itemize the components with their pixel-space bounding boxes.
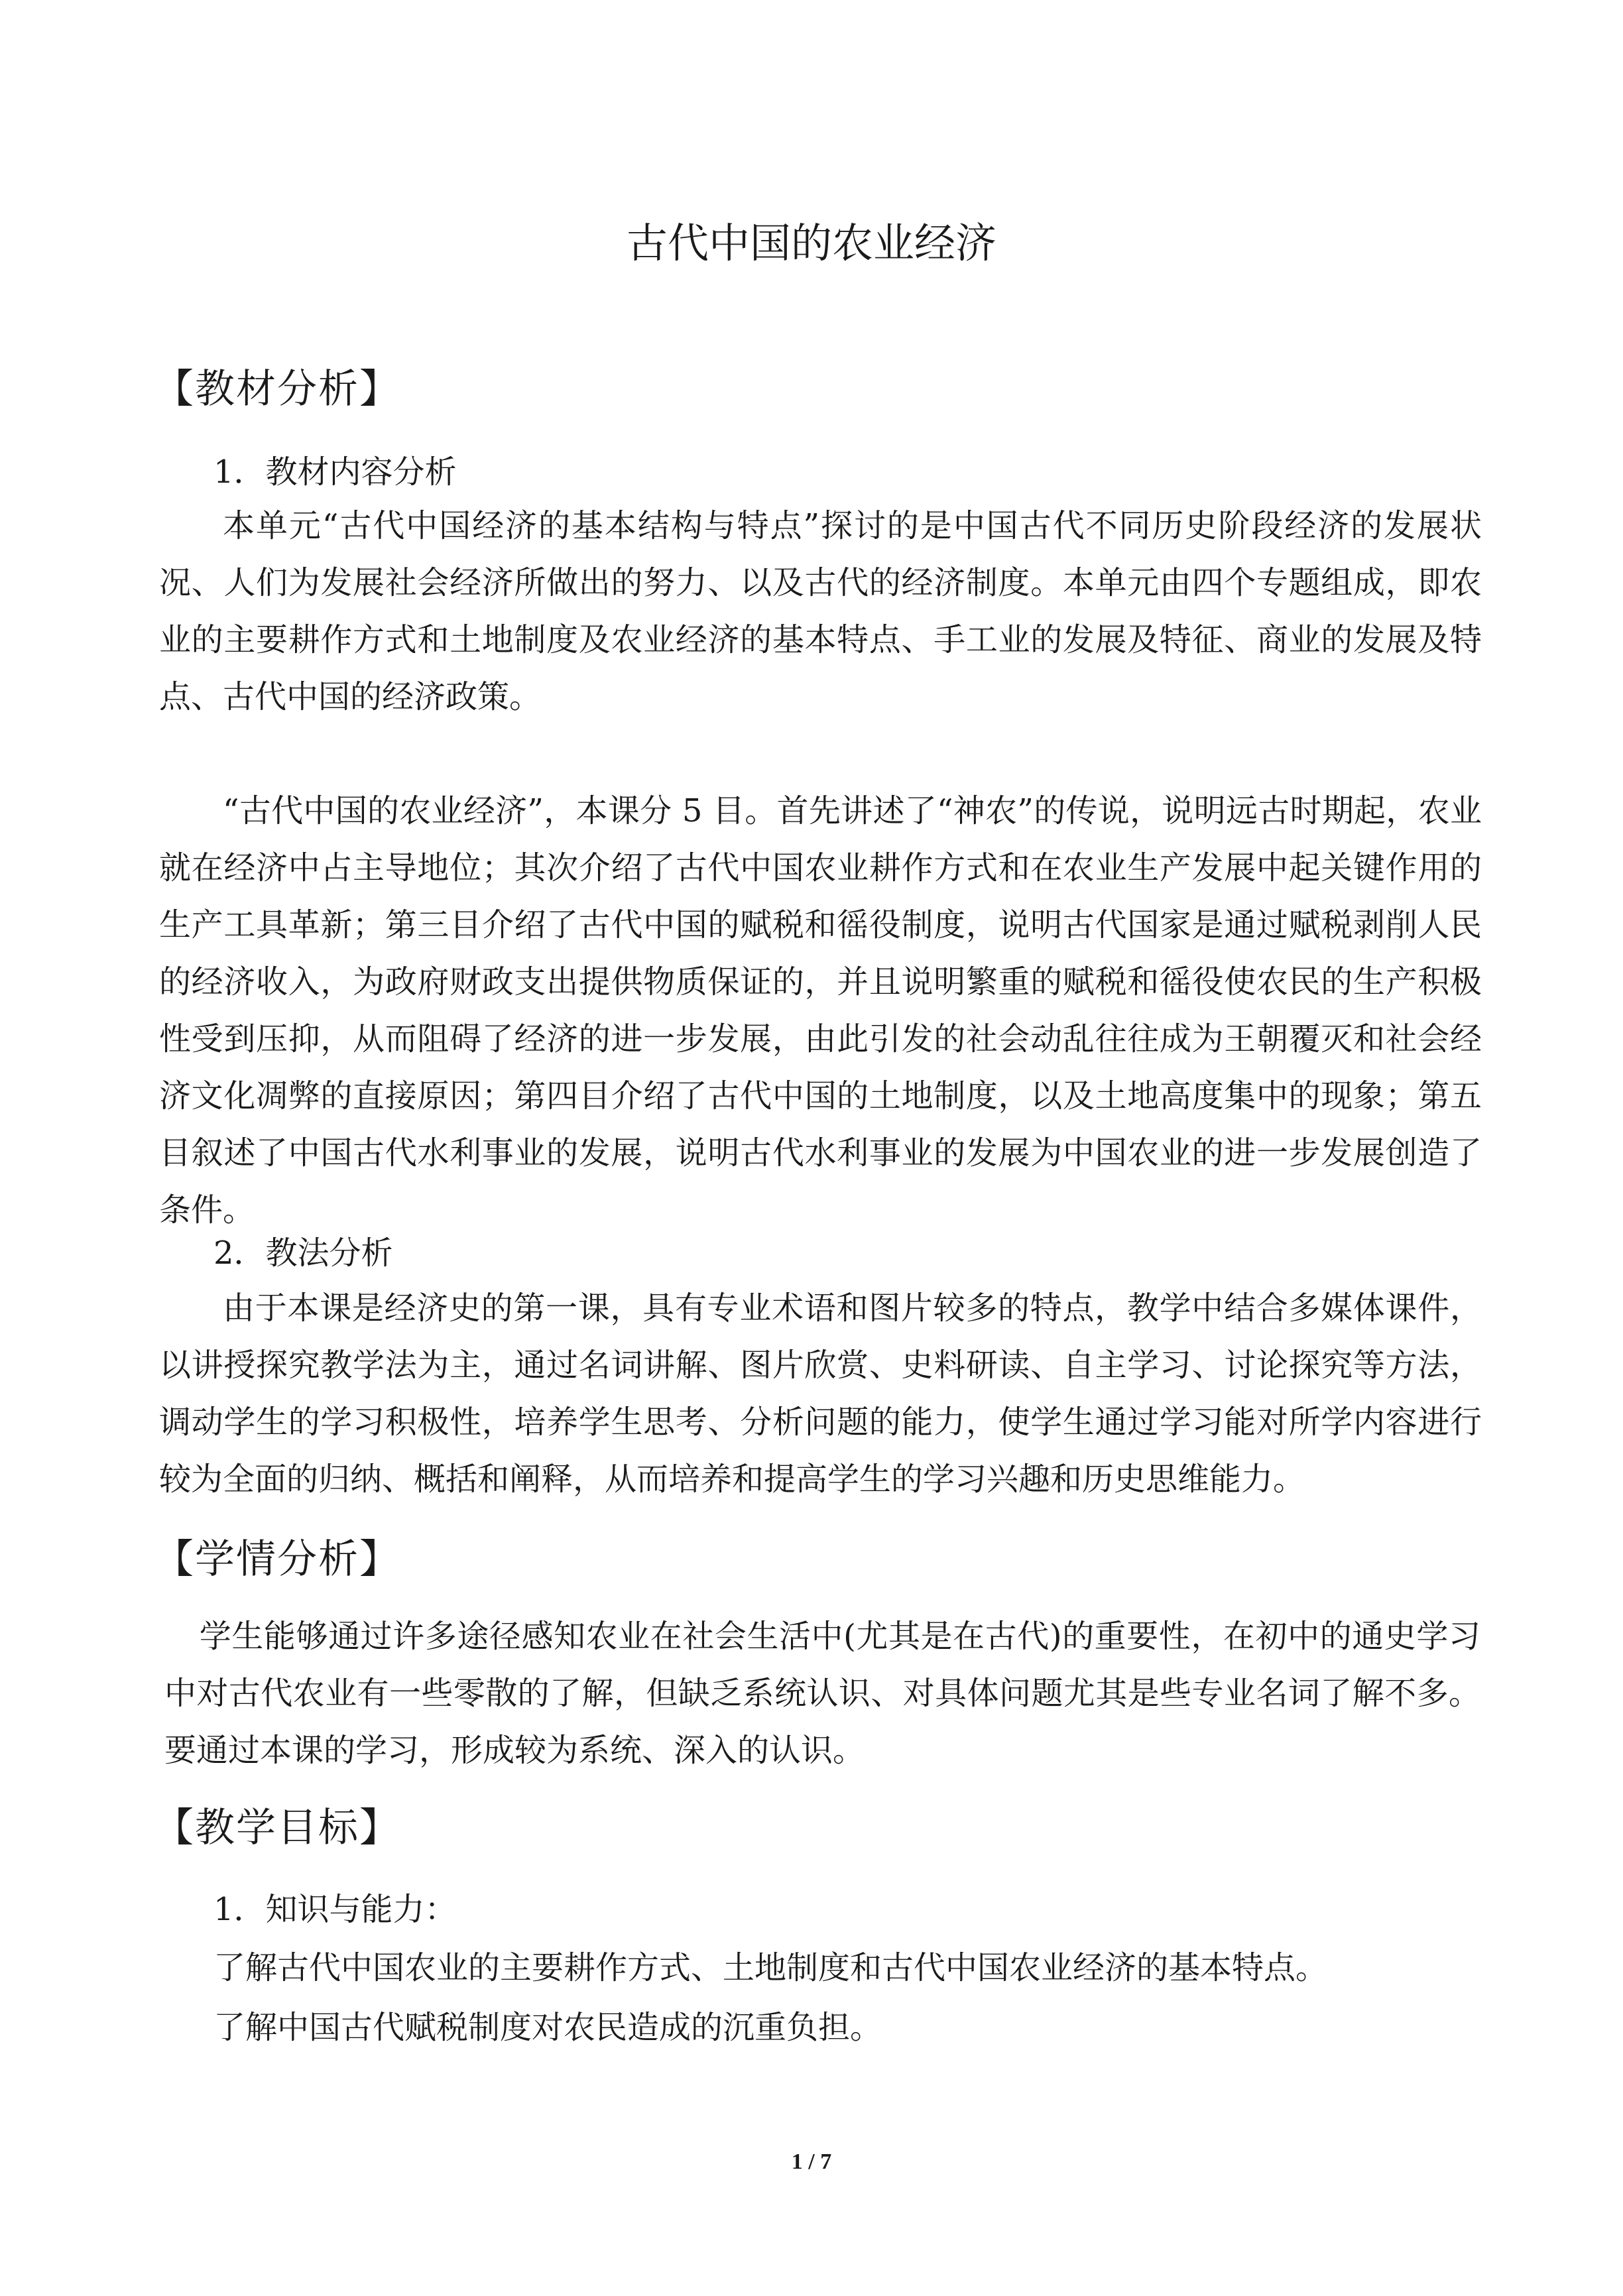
page-number: 1 / 7 (791, 2149, 832, 2174)
paragraph-student-analysis: 学生能够通过许多途径感知农业在社会生活中(尤其是在古代)的重要性，在初中的通史学习中对古代农业有一些零散的了解，但缺乏系统认识、对具体问题尤其是些专业名词了解不多。要通过本课的学习，形成较为系统、深入的认识。 (164, 1618, 1480, 1769)
subheading-teaching-method: 2．教法分析 (213, 1235, 393, 1272)
goal-line-2: 了解中国古代赋税制度对农民造成的沉重负担。 (213, 2009, 882, 2046)
paragraph-teaching-method: 由于本课是经济史的第一课，具有专业术语和图片较多的特点，教学中结合多媒体课件，以讲授探究教学法为主，通过名词讲解、图片欣赏、史料研读、自主学习、讨论探究等方法，调动学生的学习积极性，培养学生思考、分析问题的能力，使学生通过学习能对所学内容进行较为全面的归纳、概括和阐释，从而培养和提高学生的学习兴趣和历史思维能力。 (159, 1290, 1482, 1498)
goal-line-1: 了解古代中国农业的主要耕作方式、土地制度和古代中国农业经济的基本特点。 (213, 1949, 1328, 1986)
heading-textbook-analysis: 【教材分析】 (154, 366, 400, 412)
paragraph-lesson-overview: “古代中国的农业经济”，本课分 5 目。首先讲述了“神农”的传说，说明远古时期起，农业就在经济中占主导地位；其次介绍了古代中国农业耕作方式和在农业生产发展中起关键作用的生产工具革新；第三目介绍了古代中国的赋税和徭役制度，说明古代国家是通过赋税剥削人民的经济收入，为政府财政支出提供物质保证的，并且说明繁重的赋税和徭役使农民的生产积极性受到压抑，从而阻碍了经济的进一步发展，由此引发的社会动乱往往成为王朝覆灭和社会经济文化凋弊的直接原因；第四目介绍了古代中国的土地制度，以及土地高度集中的现象；第五目叙述了中国古代水利事业的发展，说明古代水利事业的发展为中国农业的进一步发展创造了条件。 (159, 792, 1482, 1229)
heading-student-analysis: 【学情分析】 (154, 1536, 400, 1583)
subheading-knowledge-ability: 1．知识与能力： (213, 1891, 457, 1928)
paragraph-unit-overview: 本单元“古代中国经济的基本结构与特点”探讨的是中国古代不同历史阶段经济的发展状况、人们为发展社会经济所做出的努力、以及古代的经济制度。本单元由四个专题组成，即农业的主要耕作方式和土地制度及农业经济的基本特点、手工业的发展及特征、商业的发展及特点、古代中国的经济政策。 (159, 507, 1482, 715)
heading-teaching-goals: 【教学目标】 (154, 1805, 400, 1851)
subheading-content-analysis: 1．教材内容分析 (213, 453, 457, 491)
document-title: 古代中国的农业经济 (626, 219, 996, 267)
